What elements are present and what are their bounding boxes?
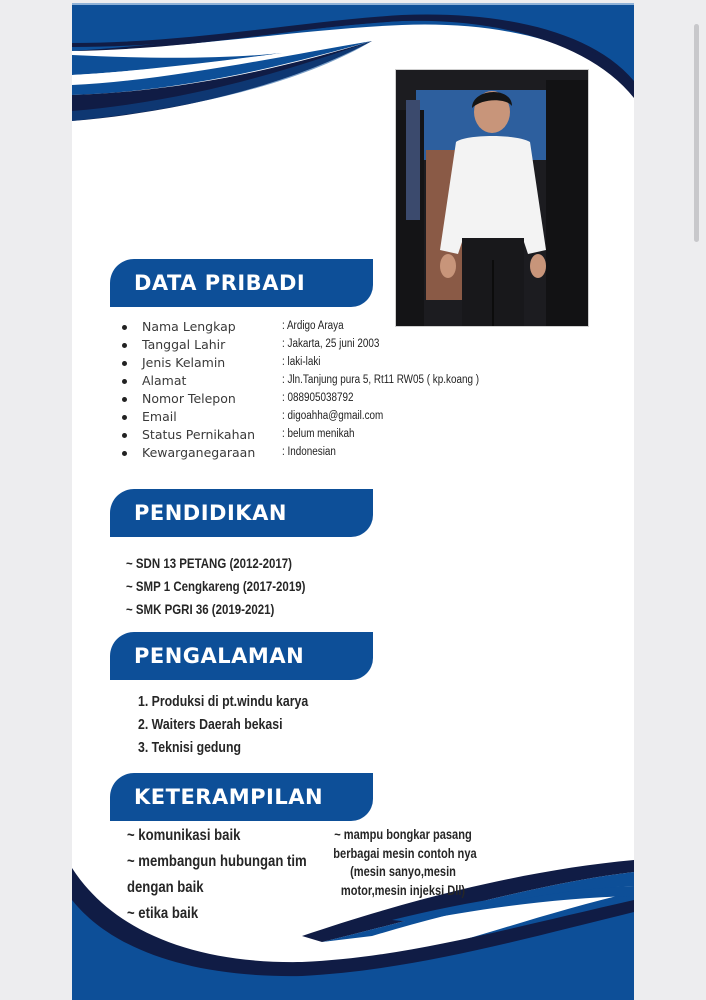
experience-item: 2. Waiters Daerah bekasi xyxy=(138,716,283,733)
section-header-pendidikan: PENDIDIKAN xyxy=(110,489,373,537)
skill-item: ~ mampu bongkar pasang xyxy=(334,827,472,842)
section-header-keterampilan: KETERAMPILAN xyxy=(110,773,373,821)
skills-list-left xyxy=(127,827,327,931)
personal-data-row-name xyxy=(112,318,592,336)
profile-photo xyxy=(395,69,589,327)
field-label: Nama Lengkap xyxy=(142,319,236,334)
person-photo-illustration xyxy=(396,70,589,327)
skill-item: dengan baik xyxy=(127,879,204,896)
personal-data-row-birth xyxy=(112,336,592,354)
field-label: Kewarganegaraan xyxy=(142,445,256,460)
section-header-data-pribadi: DATA PRIBADI xyxy=(110,259,373,307)
field-value: : Indonesian xyxy=(282,446,336,458)
personal-data-row-address xyxy=(112,372,592,390)
bullet-icon xyxy=(122,397,127,402)
field-value: : belum menikah xyxy=(282,428,355,440)
bullet-icon xyxy=(122,415,127,420)
skill-item: ~ etika baik xyxy=(127,905,199,922)
skill-item: berbagai mesin contoh nya xyxy=(333,845,477,861)
personal-data-row-phone xyxy=(112,390,592,408)
personal-data-row-citizenship xyxy=(112,444,592,462)
field-label: Email xyxy=(142,409,177,424)
experience-item: 1. Produksi di pt.windu karya xyxy=(138,693,309,710)
field-label: Status Pernikahan xyxy=(142,427,256,442)
personal-data-row-marital-status xyxy=(112,426,592,444)
field-value: : digoahha@gmail.com xyxy=(282,410,384,422)
field-label: Jenis Kelamin xyxy=(142,355,226,370)
personal-data-row-email xyxy=(112,408,592,426)
education-item: ~ SDN 13 PETANG (2012-2017) xyxy=(126,555,293,571)
field-label: Nomor Telepon xyxy=(142,391,236,406)
skill-item: ~ membangun hubungan tim xyxy=(127,853,307,870)
personal-data-list xyxy=(112,318,592,462)
bullet-icon xyxy=(122,325,127,330)
scrollbar-thumb[interactable] xyxy=(694,24,699,242)
education-item: ~ SMP 1 Cengkareng (2017-2019) xyxy=(126,578,306,594)
skill-item: (mesin sanyo,mesin xyxy=(350,864,456,879)
field-value: : laki-laki xyxy=(282,356,321,368)
bullet-icon xyxy=(122,343,127,348)
bullet-icon xyxy=(122,379,127,384)
experience-item: 3. Teknisi gedung xyxy=(138,739,241,756)
field-value: : 088905038792 xyxy=(282,392,354,404)
bullet-icon xyxy=(122,451,127,456)
section-header-pengalaman: PENGALAMAN xyxy=(110,632,373,680)
experience-list xyxy=(138,693,346,762)
cv-page xyxy=(72,3,634,1000)
bullet-icon xyxy=(122,433,127,438)
education-list xyxy=(126,555,345,624)
skills-list-right xyxy=(318,827,488,901)
field-label: Tanggal Lahir xyxy=(142,337,226,352)
field-value: : Ardigo Araya xyxy=(282,320,344,332)
field-label: Alamat xyxy=(142,373,187,388)
bullet-icon xyxy=(122,361,127,366)
personal-data-row-gender xyxy=(112,354,592,372)
skill-item: motor,mesin injeksi Dll) xyxy=(340,882,466,898)
education-item: ~ SMK PGRI 36 (2019-2021) xyxy=(126,601,275,617)
skill-item: ~ komunikasi baik xyxy=(127,827,241,844)
field-value: : Jakarta, 25 juni 2003 xyxy=(282,338,380,350)
field-value: : Jln.Tanjung pura 5, Rt11 RW05 ( kp.koang ) xyxy=(282,374,479,386)
